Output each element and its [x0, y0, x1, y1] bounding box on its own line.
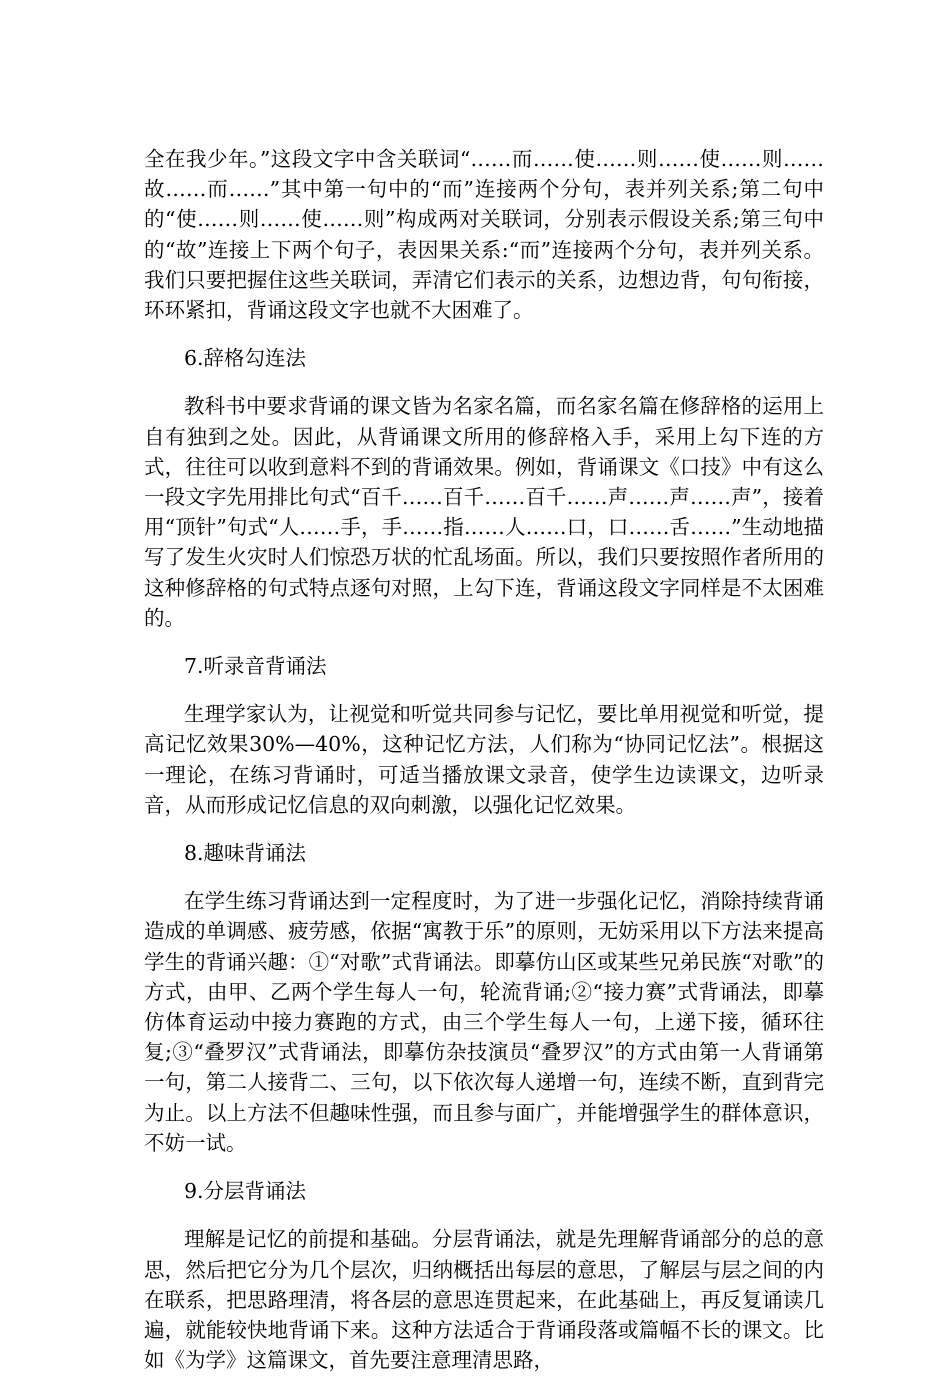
section-heading-6: 6.辞格勾连法: [184, 346, 307, 371]
section-heading-7: 7.听录音背诵法: [184, 654, 327, 679]
section-heading-8: 8.趣味背诵法: [184, 841, 307, 866]
paragraph-rhetoric-method: 教科书中要求背诵的课文皆为名家名篇，而名家名篇在修辞格的运用上自有独到之处。因此，从背诵课文所用的修辞格入手，采用上勾下连的方式，往往可以收到意料不到的背诵效果。例如，背诵课文《口技》中有这么一段文字先用排比句式“百千……百千……百千……声……声……声”，接着用“顶针”句式“人……手，手……指……人……口，口……舌……”生动地描写了发生火灾时人们惊恐万状的忙乱场面。所以，我们只要按照作者所用的这种修辞格的句式特点逐句对照，上勾下连，背诵这段文字同样是不太困难的。: [144, 394, 824, 630]
paragraph-conjunction-method-end: 全在我少年。”这段文字中含关联词“……而……使……则……使……则……故……而……”其中第一句中的“而”连接两个分句，表并列关系;第二句中的“使……则……使……则”构成两对关联词，分别表示假设关系;第三句中的“故”连接上下两个句子，表因果关系:“而”连接两个分句，表并列关系。我们只要把握住这些关联词，弄清它们表示的关系，边想边背，句句衔接，环环紧扣，背诵这段文字也就不大困难了。: [144, 147, 824, 323]
paragraph-audio-method: 生理学家认为，让视觉和听觉共同参与记忆，要比单用视觉和听觉，提高记忆效果30%—40%，这种记忆方法，人们称为“协同记忆法”。根据这一理论，在练习背诵时，可适当播放课文录音，使学生边读课文，边听录音，从而形成记忆信息的双向刺激，以强化记忆效果。: [144, 702, 824, 817]
document-page: [144, 144, 824, 1393]
paragraph-fun-method: 在学生练习背诵达到一定程度时，为了进一步强化记忆，消除持续背诵造成的单调感、疲劳感，依据“寓教于乐”的原则，无妨采用以下方法来提高学生的背诵兴趣：①“对歌”式背诵法。即摹仿山区或某些兄弟民族“对歌”的方式，由甲、乙两个学生每人一句，轮流背诵;②“接力赛”式背诵法，即摹仿体育运动中接力赛跑的方式，由三个学生每人一句，上递下接，循环往复;③“叠罗汉”式背诵法，即摹仿杂技演员“叠罗汉”的方式由第一人背诵第一句，第二人接背二、三句，以下依次每人递增一句，连续不断，直到背完为止。以上方法不但趣味性强，而且参与面广，并能增强学生的群体意识，不妨一试。: [144, 889, 824, 1155]
section-heading-9: 9.分层背诵法: [184, 1179, 307, 1204]
paragraph-layered-method: 理解是记忆的前提和基础。分层背诵法，就是先理解背诵部分的总的意思，然后把它分为几个层次，归纳概括出每层的意思，了解层与层之间的内在联系，把思路理清，将各层的意思连贯起来，在此基础上，再反复诵读几遍，就能较快地背诵下来。这种方法适合于背诵段落或篇幅不长的课文。比如《为学》这篇课文，首先要注意理清思路，: [144, 1227, 824, 1373]
